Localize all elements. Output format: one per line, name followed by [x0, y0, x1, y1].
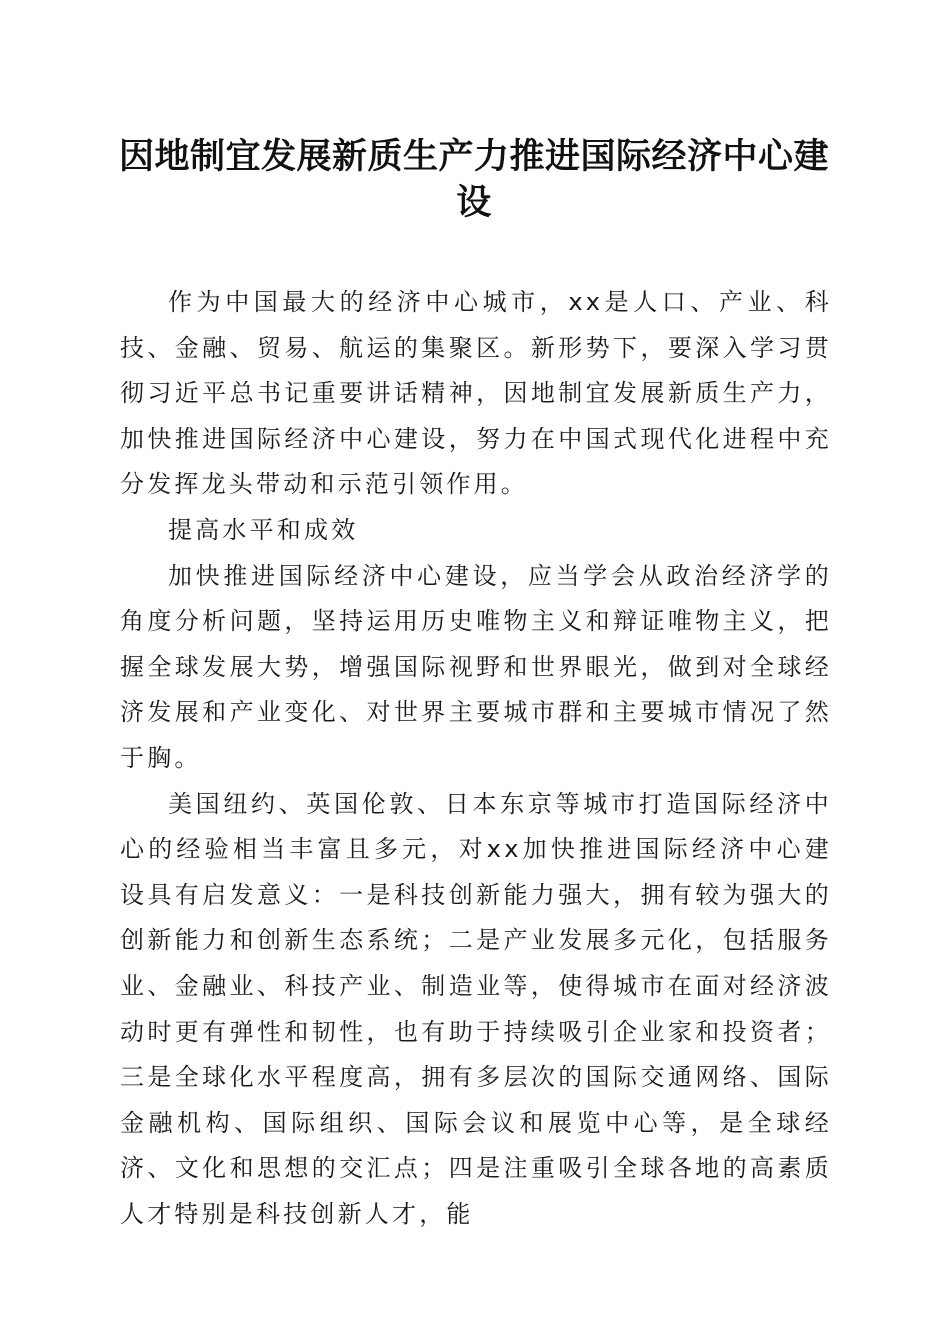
- document-body: [120, 280, 832, 1237]
- paragraph-intro: 作为中国最大的经济中心城市，xx是人口、产业、科技、金融、贸易、航运的集聚区。新形势下，要深入学习贯彻习近平总书记重要讲话精神，因地制宜发展新质生产力，加快推进国际经济中心建设，努力在中国式现代化进程中充分发挥龙头带动和示范引领作用。: [120, 288, 832, 499]
- document-title: 因地制宜发展新质生产力推进国际经济中心建设: [118, 136, 829, 223]
- paragraph-analysis: 加快推进国际经济中心建设，应当学会从政治经济学的角度分析问题，坚持运用历史唯物主义和辩证唯物主义，把握全球发展大势，增强国际视野和世界眼光，做到对全球经济发展和产业变化、对世界主要城市群和主要城市情况了然于胸。: [120, 561, 832, 772]
- paragraph-experience: 美国纽约、英国伦敦、日本东京等城市打造国际经济中心的经验相当丰富且多元，对xx加快推进国际经济中心建设具有启发意义：一是科技创新能力强大，拥有较为强大的创新能力和创新生态系统；二是产业发展多元化，包括服务业、金融业、科技产业、制造业等，使得城市在面对经济波动时更有弹性和韧性，也有助于持续吸引企业家和投资者；三是全球化水平程度高，拥有多层次的国际交通网络、国际金融机构、国际组织、国际会议和展览中心等，是全球经济、文化和思想的交汇点；四是注重吸引全球各地的高素质人才特别是科技创新人才，能: [120, 789, 832, 1228]
- section-heading: 提高水平和成效: [168, 515, 359, 544]
